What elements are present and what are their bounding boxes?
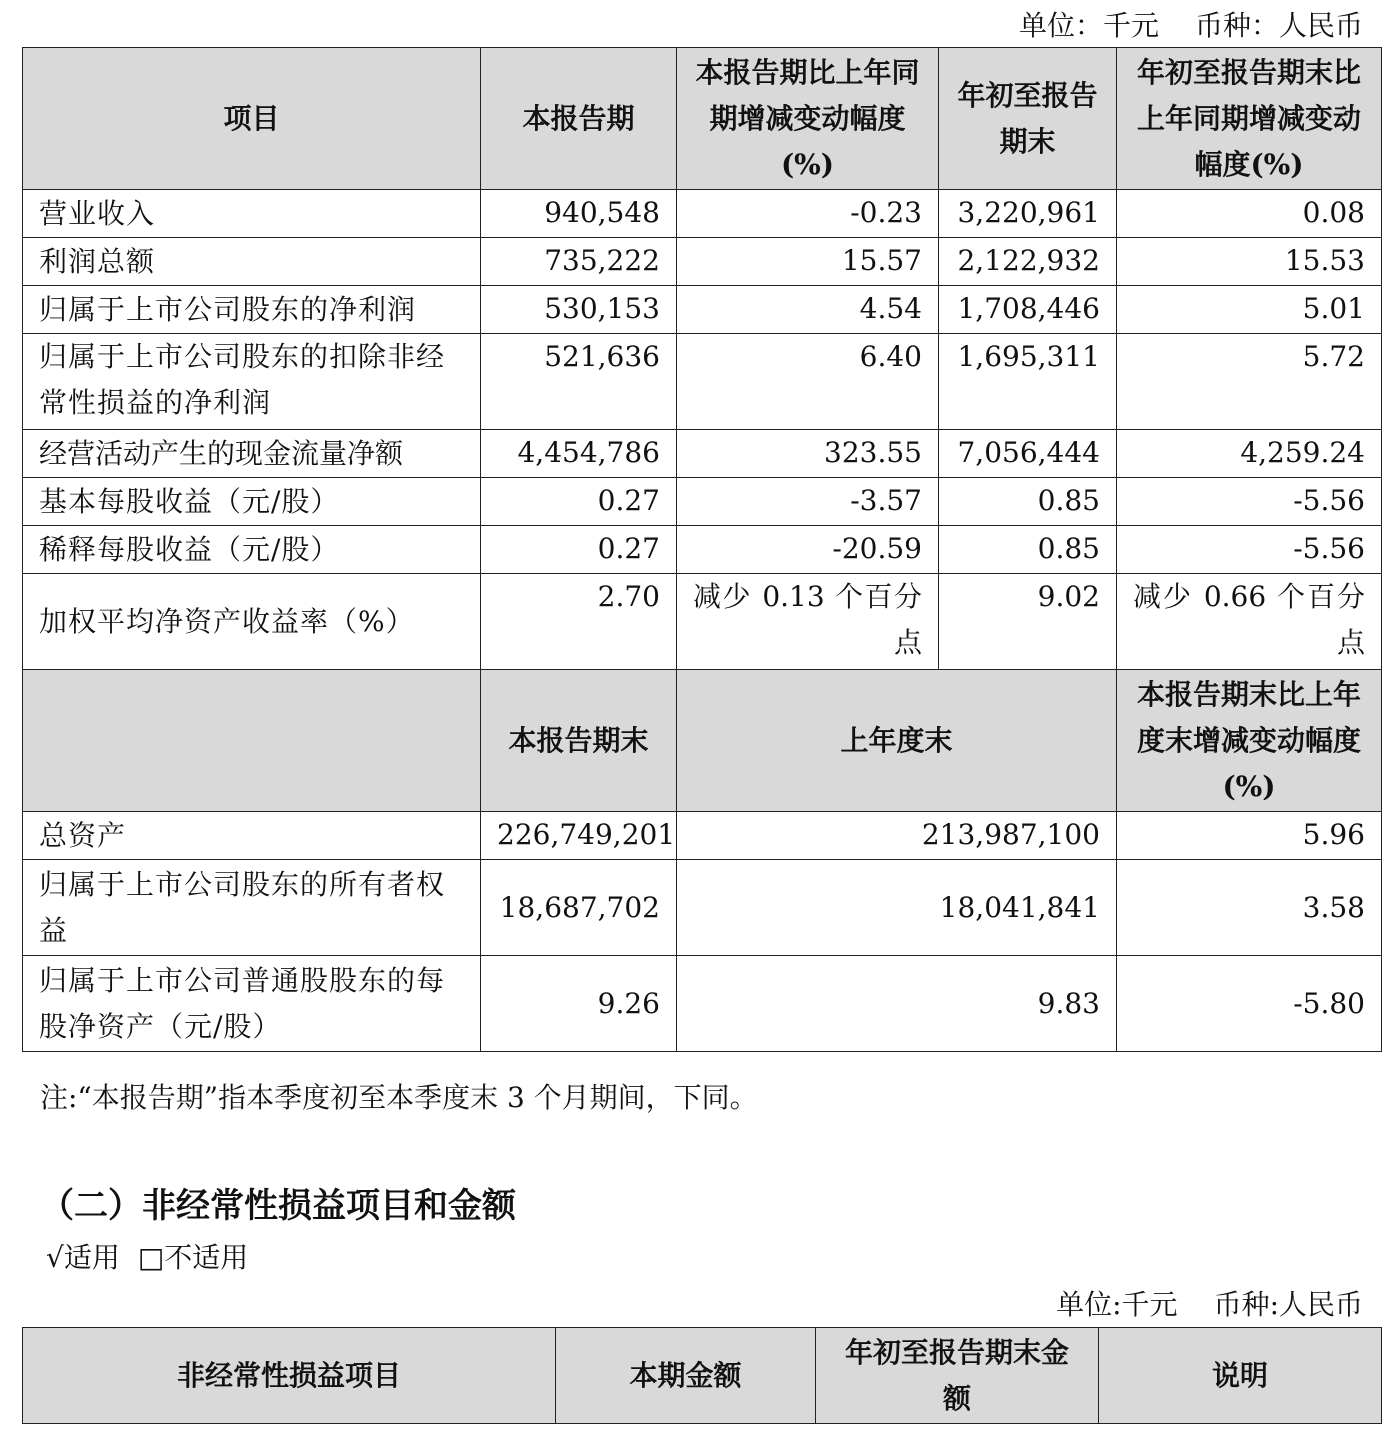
cell-value: 4,454,786 [481,430,677,478]
row-label: 归属于上市公司股东的扣除非经常性损益的净利润 [23,334,481,430]
header-cell: 本报告期末 [481,670,677,812]
table-row [23,478,1382,526]
cell-value: 0.27 [481,526,677,574]
cell-value: 减少 0.13 个百分点 [677,574,939,670]
header-cell: 年初至报告期末金额 [816,1328,1099,1424]
row-label: 利润总额 [23,238,481,286]
row-label: 归属于上市公司股东的所有者权益 [23,860,481,956]
cell-value: 9.26 [481,956,677,1052]
header-cell: 本报告期 [481,48,677,190]
cell-value: 18,687,702 [481,860,677,956]
cell-value: 15.53 [1117,238,1382,286]
cell-value: 1,708,446 [939,286,1117,334]
cell-value: 521,636 [481,334,677,430]
table-row [23,238,1382,286]
cell-value: -5.56 [1117,478,1382,526]
cell-value: -3.57 [677,478,939,526]
cell-value: 530,153 [481,286,677,334]
row-label: 加权平均净资产收益率（%） [23,574,481,670]
header-cell: 非经常性损益项目 [23,1328,556,1424]
cell-value: -5.56 [1117,526,1382,574]
non-recurring-items-table [22,1327,1382,1424]
header-cell [23,670,481,812]
table-row [23,526,1382,574]
row-label: 稀释每股收益（元/股） [23,526,481,574]
cell-value: 5.96 [1117,812,1382,860]
cell-value: -20.59 [677,526,939,574]
unit-currency-line [983,4,1363,44]
table-row [23,286,1382,334]
row-label: 总资产 [23,812,481,860]
key-financial-data-table [22,47,1382,1052]
not-applicable-option: □不适用 [137,1241,249,1274]
cell-value: 0.08 [1117,190,1382,238]
header-cell: 本报告期末比上年度末增减变动幅度(%) [1117,670,1382,812]
cell-value: 940,548 [481,190,677,238]
cell-value: 4,259.24 [1117,430,1382,478]
row-label: 营业收入 [23,190,481,238]
cell-value: 15.57 [677,238,939,286]
header-cell: 年初至报告期末比上年同期增减变动幅度(%) [1117,48,1382,190]
cell-value: 323.55 [677,430,939,478]
cell-value: 0.27 [481,478,677,526]
cell-value: 1,695,311 [939,334,1117,430]
cell-value: 735,222 [481,238,677,286]
currency-label: 币种：人民币 [1194,9,1363,42]
cell-value: 5.01 [1117,286,1382,334]
cell-value: 3,220,961 [939,190,1117,238]
table-header-row [23,1328,1382,1424]
cell-value: 9.02 [939,574,1117,670]
cell-value: -0.23 [677,190,939,238]
cell-value: 213,987,100 [677,812,1117,860]
cell-value: 3.58 [1117,860,1382,956]
cell-value: -5.80 [1117,956,1382,1052]
table-subheader-row [23,670,1382,812]
cell-value: 2,122,932 [939,238,1117,286]
header-cell: 本报告期比上年同期增减变动幅度(%) [677,48,939,190]
cell-value: 4.54 [677,286,939,334]
header-cell: 说明 [1099,1328,1382,1424]
unit-currency-line-2 [1020,1283,1363,1323]
row-label: 基本每股收益（元/股） [23,478,481,526]
cell-value: 7,056,444 [939,430,1117,478]
cell-value: 226,749,201 [481,812,677,860]
applicability-options [46,1236,266,1276]
header-cell: 本期金额 [556,1328,816,1424]
applicable-checked-option: √适用 [46,1241,120,1274]
header-cell: 项目 [23,48,481,190]
unit-label: 单位：千元 [1018,9,1159,42]
table-row [23,812,1382,860]
table-row [23,860,1382,956]
cell-value: 5.72 [1117,334,1382,430]
cell-value: 18,041,841 [677,860,1117,956]
header-cell: 年初至报告期末 [939,48,1117,190]
row-label: 归属于上市公司股东的净利润 [23,286,481,334]
section-title: （二）非经常性损益项目和金额 [40,1186,516,1226]
cell-value: 2.70 [481,574,677,670]
header-cell: 上年度末 [677,670,1117,812]
table-row [23,574,1382,670]
table-header-row [23,48,1382,190]
cell-value: 6.40 [677,334,939,430]
table-row [23,430,1382,478]
table-note: 注:“本报告期”指本季度初至本季度末 3 个月期间，下同。 [40,1081,758,1114]
row-label: 经营活动产生的现金流量净额 [23,430,481,478]
table-row [23,334,1382,430]
currency-label: 币种:人民币 [1213,1288,1363,1321]
table-row [23,190,1382,238]
cell-value: 0.85 [939,526,1117,574]
row-label: 归属于上市公司普通股股东的每股净资产（元/股） [23,956,481,1052]
cell-value: 0.85 [939,478,1117,526]
cell-value: 减少 0.66 个百分点 [1117,574,1382,670]
cell-value: 9.83 [677,956,1117,1052]
unit-label: 单位:千元 [1056,1288,1178,1321]
table-row [23,956,1382,1052]
